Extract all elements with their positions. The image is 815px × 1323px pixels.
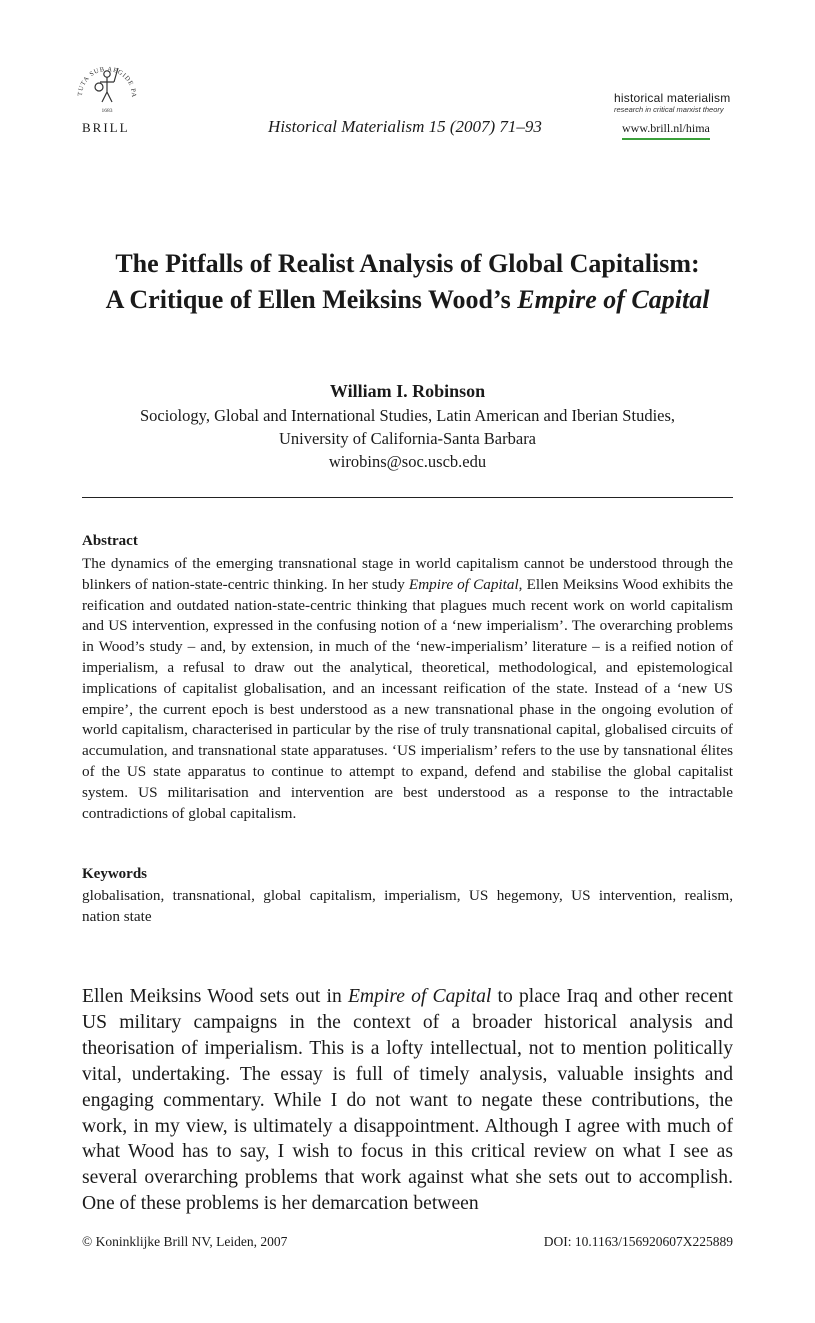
title-line-2-prefix: A Critique of Ellen Meiksins Wood’s — [105, 285, 518, 314]
journal-citation: Historical Materialism 15 (2007) 71–93 — [268, 117, 542, 136]
abstract-part-2: , Ellen Meiksins Wood exhibits the reification and outdated nation-state-centric thinking that plagues much recent work on world capitalism and US intervention, expressed in the confusing notion of a ‘new imperialism’. The overarching problems in Wood’s study – and, by extension, in much of the ‘new-imperialism’ literature – is a reified notion of imperialism, a refusal to draw out the analytical, theoretical, methodological, and epistemological implications of capitalist globalisation, and an incessant reification of the state. Instead of a ‘new US empire’, the current epoch is best understood as a new transnational phase in the ongoing evolution of world capitalism, characterised in particular by the rise of truly transnational capital, globalised circuits of accumulation, and transnational state apparatuses. ‘US imperialism’ refers to the use by tansnational élites of the US state apparatus to continue to attempt to expand, defend and stabilise the global capitalist system. US militarisation and intervention are best understood as a response to the intractable contradictions of global capitalism. — [82, 575, 734, 822]
abstract-italic: Empire of Capital — [408, 575, 519, 593]
pallas-emblem-icon — [72, 52, 142, 118]
affiliation-line-2: University of California-Santa Barbara — [278, 429, 537, 448]
body-part-2: to place Iraq and other recent US military campaigns in the context of a broader historical analysis and theorisation of imperialism. This is a lofty intellectual, not to mention politically vital, undertaking. The essay is full of timely analysis, valuable insights and engaging commentary. While I do not want to negate these contributions, the work, in my view, is ultimately a disappointment. Although I agree with much of what Wood has to say, I wish to focus in this critical review on what I see as several overarching problems that work against what she sets out to accomplish. One of these problems is her demarcation between — [82, 986, 733, 1215]
abstract-part-1: The dynamics of the emerging transnational stage in world capitalism cannot be understood through the blinkers of nation-state-centric thinking. In her study — [82, 555, 733, 593]
publisher-name: BRILL — [82, 120, 130, 135]
article-title — [40, 246, 775, 318]
divider — [82, 497, 733, 498]
journal-brand-subtitle: research in critical marxist theory — [614, 105, 724, 114]
body-paragraph — [82, 984, 733, 1217]
author-name: William I. Robinson — [329, 381, 486, 401]
doi-text: DOI: 10.1163/156920607X225889 — [543, 1234, 733, 1249]
copyright-notice: © Koninklijke Brill NV, Leiden, 2007 — [82, 1234, 288, 1249]
title-line-1: The Pitfalls of Realist Analysis of Global Capitalism: — [115, 249, 700, 278]
logo-motto: TUTA SUB AEGIDE PA — [76, 65, 138, 99]
author-email[interactable]: wirobins@soc.uscb.edu — [328, 452, 487, 471]
title-line-2-italic: Empire of Capital — [517, 285, 710, 314]
keywords-heading: Keywords — [82, 866, 147, 882]
abstract-heading: Abstract — [82, 533, 138, 549]
brill-logo — [72, 52, 142, 118]
keywords-text: globalisation, transnational, global capitalism, imperialism, US hegemony, US intervention, realism, nation state — [82, 887, 733, 925]
logo-year: 1683 — [101, 108, 113, 114]
title-line-2 — [40, 282, 775, 318]
body-italic: Empire of Capital — [347, 986, 492, 1007]
abstract-text — [82, 554, 733, 824]
journal-url-link[interactable]: www.brill.nl/hima — [622, 121, 710, 140]
journal-brand — [614, 91, 744, 114]
body-part-1: Ellen Meiksins Wood sets out in — [82, 986, 348, 1007]
affiliation-line-1: Sociology, Global and International Studies, Latin American and Iberian Studies, — [139, 406, 676, 425]
journal-brand-title: historical materialism — [614, 91, 731, 105]
